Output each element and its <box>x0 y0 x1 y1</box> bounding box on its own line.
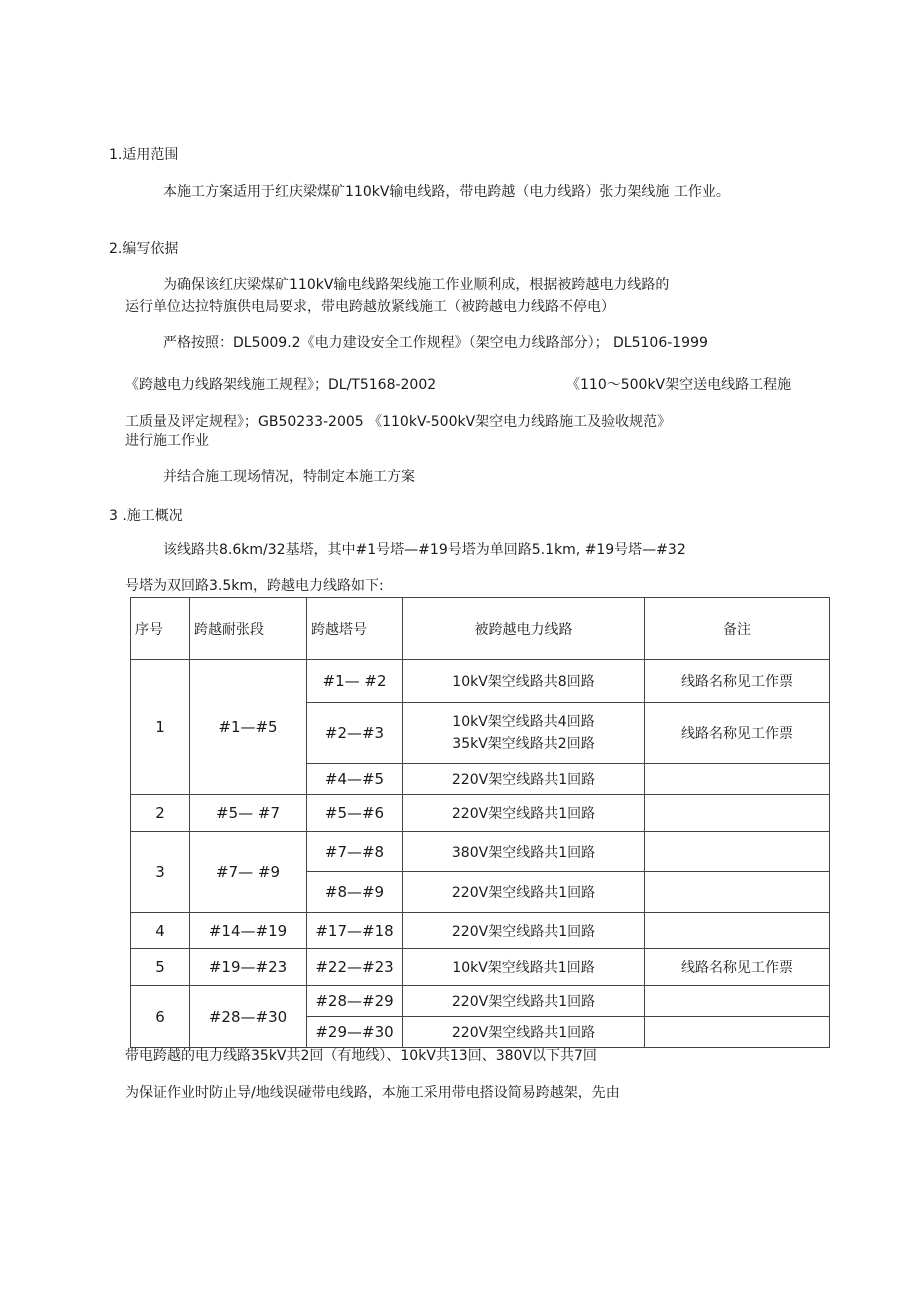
row-no-cell: 3 <box>131 832 190 913</box>
table-row <box>131 986 830 1017</box>
table-row <box>131 832 830 872</box>
row-tower-cell: #28—#29 <box>307 986 403 1017</box>
section-2-para2-line2a: 《跨越电力线路架线施工规程》；DL/T5168-2002 <box>125 377 437 393</box>
crossed-line-text: 35kV架空线路共2回路 <box>452 736 595 752</box>
header-cell-segment: 跨越耐张段 <box>190 598 307 660</box>
row-tower-cell: #5—#6 <box>307 795 403 832</box>
section-2-para2-line3: 工质量及评定规程》；GB50233-2005 《110kV-500kV架空电力线路施工及验收规范》 <box>125 414 672 430</box>
section-2-para2-line1: 严格按照：DL5009.2《电力建设安全工作规程》（架空电力线路部分）； DL5106-1999 <box>163 335 708 351</box>
header-cell-tower: 跨越塔号 <box>307 598 403 660</box>
row-note-cell: 线路名称见工作票 <box>645 660 830 703</box>
section-3-heading: 3 .施工概况 <box>109 508 183 524</box>
row-line-cell: 380V架空线路共1回路 <box>403 832 645 872</box>
row-note-cell <box>645 1017 830 1048</box>
section-2-para1-line2: 运行单位达拉特旗供电局要求，带电跨越放紧线施工（被跨越电力线路不停电） <box>125 299 615 315</box>
crossing-lines-table <box>130 597 830 1048</box>
row-note-cell: 线路名称见工作票 <box>645 949 830 986</box>
section-1-heading: 1.适用范围 <box>109 147 179 163</box>
row-note-cell <box>645 832 830 872</box>
row-tower-cell: #7—#8 <box>307 832 403 872</box>
row-line-cell: 220V架空线路共1回路 <box>403 913 645 949</box>
section-2-para3: 并结合施工现场情况，特制定本施工方案 <box>163 469 415 485</box>
row-no-cell: 2 <box>131 795 190 832</box>
row-segment-cell: #5— #7 <box>190 795 307 832</box>
row-note-cell <box>645 764 830 795</box>
header-cell-note: 备注 <box>645 598 830 660</box>
section-2-para2-line4: 进行施工作业 <box>125 433 209 449</box>
row-line-cell: 10kV架空线路共1回路 <box>403 949 645 986</box>
row-line-cell: 220V架空线路共1回路 <box>403 986 645 1017</box>
section-2-para2-line2b: 《110～500kV架空送电线路工程施 <box>566 377 792 393</box>
row-no-cell: 6 <box>131 986 190 1048</box>
row-note-cell <box>645 986 830 1017</box>
row-segment-cell: #28—#30 <box>190 986 307 1048</box>
row-line-cell: 220V架空线路共1回路 <box>403 764 645 795</box>
row-tower-cell: #29—#30 <box>307 1017 403 1048</box>
table-row <box>131 660 830 703</box>
row-line-cell: 220V架空线路共1回路 <box>403 795 645 832</box>
row-no-cell: 1 <box>131 660 190 795</box>
crossing-summary: 带电跨越的电力线路35kV共2回（有地线）、10kV共13回、380V以下共7回 <box>125 1048 597 1064</box>
row-line-cell <box>403 703 645 764</box>
row-note-cell <box>645 872 830 913</box>
crossed-line-text: 10kV架空线路共4回路 <box>452 714 595 730</box>
row-segment-cell: #19—#23 <box>190 949 307 986</box>
row-note-cell <box>645 795 830 832</box>
table-row <box>131 949 830 986</box>
row-line-cell: 220V架空线路共1回路 <box>403 872 645 913</box>
header-cell-no: 序号 <box>131 598 190 660</box>
section-3-para1-line2: 号塔为双回路3.5km，跨越电力线路如下: <box>125 578 384 594</box>
section-3-para1-line1: 该线路共8.6km/32基塔，其中#1号塔—#19号塔为单回路5.1km, #19号塔—#32 <box>163 542 686 558</box>
row-tower-cell: #2—#3 <box>307 703 403 764</box>
row-no-cell: 5 <box>131 949 190 986</box>
section-2-para1-line1: 为确保该红庆梁煤矿110kV输电线路架线施工作业顺利成，根据被跨越电力线路的 <box>163 277 670 293</box>
table-row <box>131 913 830 949</box>
row-line-cell: 10kV架空线路共8回路 <box>403 660 645 703</box>
row-tower-cell: #8—#9 <box>307 872 403 913</box>
row-note-cell: 线路名称见工作票 <box>645 703 830 764</box>
row-segment-cell: #1—#5 <box>190 660 307 795</box>
table-header-row <box>131 598 830 660</box>
row-line-cell: 220V架空线路共1回路 <box>403 1017 645 1048</box>
row-segment-cell: #7— #9 <box>190 832 307 913</box>
row-note-cell <box>645 913 830 949</box>
header-cell-crossed-line: 被跨越电力线路 <box>403 598 645 660</box>
section-2-heading: 2.编写依据 <box>109 241 179 257</box>
row-no-cell: 4 <box>131 913 190 949</box>
row-tower-cell: #17—#18 <box>307 913 403 949</box>
closing-paragraph: 为保证作业时防止导/地线误碰带电线路，本施工采用带电搭设简易跨越架，先由 <box>125 1085 620 1101</box>
table-row <box>131 795 830 832</box>
row-segment-cell: #14—#19 <box>190 913 307 949</box>
row-tower-cell: #22—#23 <box>307 949 403 986</box>
row-tower-cell: #1— #2 <box>307 660 403 703</box>
section-1-body: 本施工方案适用于红庆梁煤矿110kV输电线路，带电跨越（电力线路）张力架线施 工作业。 <box>163 184 730 200</box>
row-tower-cell: #4—#5 <box>307 764 403 795</box>
